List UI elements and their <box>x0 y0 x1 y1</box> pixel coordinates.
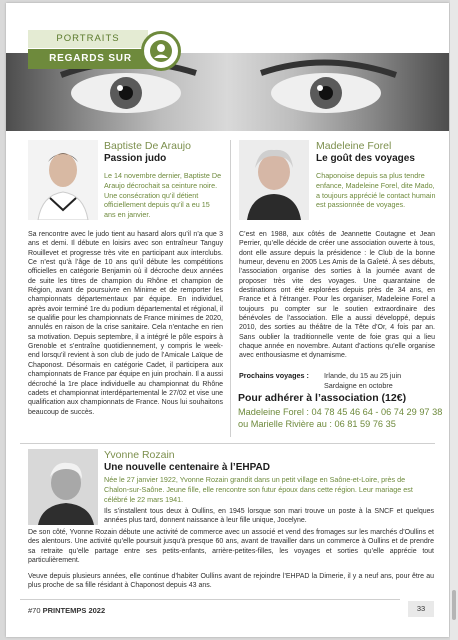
prochain-voyage: Irlande, du 15 au 25 juin <box>324 371 402 380</box>
footer-rule <box>20 599 400 600</box>
article-paragraph: Ils s’installent tous deux à Oullins, en 1945 lorsque son mari trouve un poste à la SNCF et quelques années plus tard, donnent naissance à leur fille unique, Jocelyne. <box>104 508 434 525</box>
article-intro: Née le 27 janvier 1922, Yvonne Rozain grandit dans un petit village en Saône-et-Loire, près de Chalon-sur-Saône. Jeune fille, elle rencontre son futur époux dans cette région. Leur mariage est célébré le 22 mars 1941. <box>104 475 413 504</box>
person-name: Madeleine Forel <box>316 140 392 152</box>
person-name: Baptiste De Araujo <box>104 140 191 152</box>
prochains-list <box>324 371 434 390</box>
article-paragraph: Veuve depuis plusieurs années, elle continue d’habiter Oullins avant de rejoindre l’EHPAD la Dimerie, il y a neuf ans, pour être au plus proche de sa fille résidant à Chaponost depuis 43 ans. <box>28 573 434 590</box>
article-title: Passion judo <box>104 153 167 164</box>
section-heading: REGARDS SUR <box>28 49 153 69</box>
column-divider <box>230 140 231 437</box>
photo-madeleine <box>239 140 309 220</box>
banner <box>6 3 449 131</box>
magazine-page <box>6 3 449 637</box>
article-body: C’est en 1988, aux côtés de Jeannette Coutagne et Jean Perrier, qu’elle décide de créer une association ouverte à tous, dont elle assure depuis la présidence : le Club de la bonne humeur, devenu en 2005 Les Amis de la Gaîeté. À ses débuts, l’association organise des sorties à la journée avant de proposer très vite des voyages. Une quarantaine de destinations ont été explorées depuis près de 34 ans, en France et à l’étranger. Pour les organiser, Madeleine Forel a toujours pu compter sur le soutien extraordinaire des bénévoles de l’association. Elle a aussi développé, depuis 2010, des sorties au théâtre de la Tête d’Or, 4 fois par an. Sans oublier la traditionnelle vente de foie gras qui a lieu chaque année en novembre. Autant d’actions qu’elle organise avec enthousiasme et dynamisme. <box>239 231 435 360</box>
article-paragraph: De son côté, Yvonne Rozain débute une activité de commerce avec un associé et vend des fromages sur les marchés d’Oullins et des alentours. Une activité qu’elle poursuit jusqu’à presque 60 ans, avant de travailler dans un commerce à Oullins et de prendre sa retraite qu’elle partage entre ses petits-enfants, arrière-petites-filles, les voyages et sorties qu’elle apprécie tout particulièrement. <box>28 529 434 565</box>
issue-number: #70 <box>28 606 41 615</box>
footer-issue <box>28 606 105 615</box>
scrollbar-thumb[interactable] <box>452 590 456 620</box>
article-body: Sa rencontre avec le judo tient au hasard alors qu’il n’a que 3 ans et demi. Il débute en loisirs avec son entraîneur Tanguy Rouillevet et progresse très vite en participant aux interclubs. Ce n’est qu’à l’âge de 10 ans qu’il débute les compétitions officielles en catégorie Benjamin où il décroche deux années de suite les titres de champion du Rhône et champion de Région, avant de poursuivre en Minime et de remporter les championnats départementaux par équipe. En individuel, après avoir terminé 1re du podium départemental et régional, il se qualifie pour les championnats de France minimes de 2020, annulés en raison de la crise sanitaire. Cela n’entache en rien sa motivation. Depuis septembre, il a intégré le pôle espoirs à Grenoble et s’entraîne quotidiennement, y compris le week-end lorsqu’il revient à son club de judo de l’Amicale Laïque de Chaponost. Désormais en catégorie Cadet, il participera aux championnats de France par équipe en juin prochain. Il a aussi décroché la 1re place individuelle au championnat du Rhône cadets et championnat interdépartemental le 27/02 et vise une qualification aux championnats de France. Nous lui souhaitons beaucoup de succès. <box>28 231 223 416</box>
prochains-label: Prochains voyages : <box>239 371 309 380</box>
issue-season: PRINTEMPS 2022 <box>42 606 106 615</box>
page-number: 33 <box>408 601 434 617</box>
membership-heading: Pour adhérer à l’association (12€) <box>238 392 407 404</box>
photo-baptiste <box>28 140 98 220</box>
article-intro: Le 14 novembre dernier, Baptiste De Araujo décrochait sa ceinture noire. Une consécration qu’il détient officiellement depuis qu’il a eu 15 ans en janvier. <box>104 171 222 220</box>
section-tab: PORTRAITS <box>28 30 148 48</box>
scrollbar[interactable] <box>450 0 458 640</box>
portrait-icon <box>141 31 181 71</box>
contact-line: Madeleine Forel : 04 78 45 46 64 - 06 74 29 97 38 <box>238 407 443 417</box>
contact-info <box>238 406 443 430</box>
person-name: Yvonne Rozain <box>104 449 175 461</box>
contact-line: ou Marielle Rivière au : 06 81 59 76 35 <box>238 419 396 429</box>
article-intro: Chaponoise depuis sa plus tendre enfance, Madeleine Forel, dite Mado, a toujours apprécié le contact humain est passionnée de voyages. <box>316 171 436 210</box>
photo-yvonne <box>28 449 98 525</box>
article-title: Le goût des voyages <box>316 153 415 164</box>
article-title: Une nouvelle centenaire à l’EHPAD <box>104 462 270 473</box>
prochain-voyage: Sardaigne en octobre <box>324 380 393 390</box>
section-divider <box>20 443 435 444</box>
